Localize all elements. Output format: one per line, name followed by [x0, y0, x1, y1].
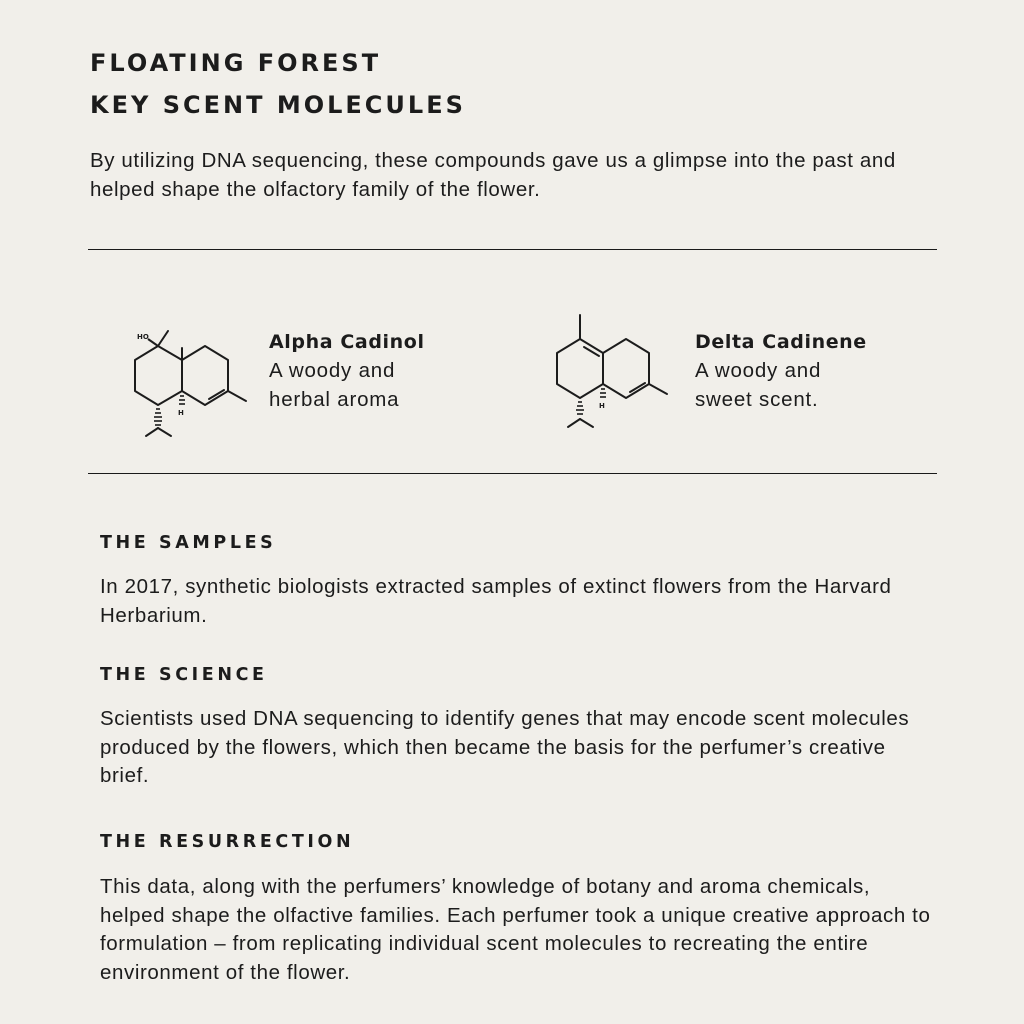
- delta-cadinene-structure-icon: [552, 305, 682, 435]
- section-heading-samples: THE SAMPLES: [100, 533, 277, 553]
- alpha-cadinol-ho-label: HO: [137, 333, 149, 341]
- alpha-cadinol-structure-icon: [128, 317, 258, 447]
- section-heading-resurrection: THE RESURRECTION: [100, 832, 355, 852]
- section-heading-science: THE SCIENCE: [100, 665, 268, 685]
- title-line-2: KEY SCENT MOLECULES: [90, 91, 466, 119]
- delta-cadinene-name: Delta Cadinene: [695, 331, 867, 353]
- section-body-science: Scientists used DNA sequencing to identify genes that may encode scent molecules produced by the flowers, which then became the basis for the perfumer’s creative brief.: [100, 707, 910, 787]
- alpha-cadinol-desc-line-1: A woody and: [269, 359, 396, 382]
- alpha-cadinol-description: [269, 356, 449, 414]
- delta-cadinene-desc-line-2: sweet scent.: [695, 388, 819, 411]
- alpha-cadinol-name: Alpha Cadinol: [269, 331, 425, 353]
- divider-bottom: [88, 473, 937, 474]
- section-body-resurrection: This data, along with the perfumers’ knowledge of botany and aroma chemicals, helped shape the olfactive families. Each perfumer took a unique creative approach to formulation – from replicating individual scent molecules to recreating the entire environment of the flower.: [100, 875, 931, 984]
- delta-cadinene-h-label: H: [599, 402, 605, 410]
- alpha-cadinol-h-label: H: [178, 409, 184, 417]
- title-line-1: FLOATING FOREST: [90, 49, 382, 77]
- divider-top: [88, 249, 937, 250]
- delta-cadinene-description: [695, 356, 875, 414]
- delta-cadinene-desc-line-1: A woody and: [695, 359, 822, 382]
- intro-paragraph: By utilizing DNA sequencing, these compounds gave us a glimpse into the past and helped shape the olfactory family of the flower.: [90, 149, 896, 201]
- alpha-cadinol-desc-line-2: herbal aroma: [269, 388, 400, 411]
- page-title: [90, 42, 466, 126]
- section-body-samples: In 2017, synthetic biologists extracted samples of extinct flowers from the Harvard Herbarium.: [100, 575, 892, 627]
